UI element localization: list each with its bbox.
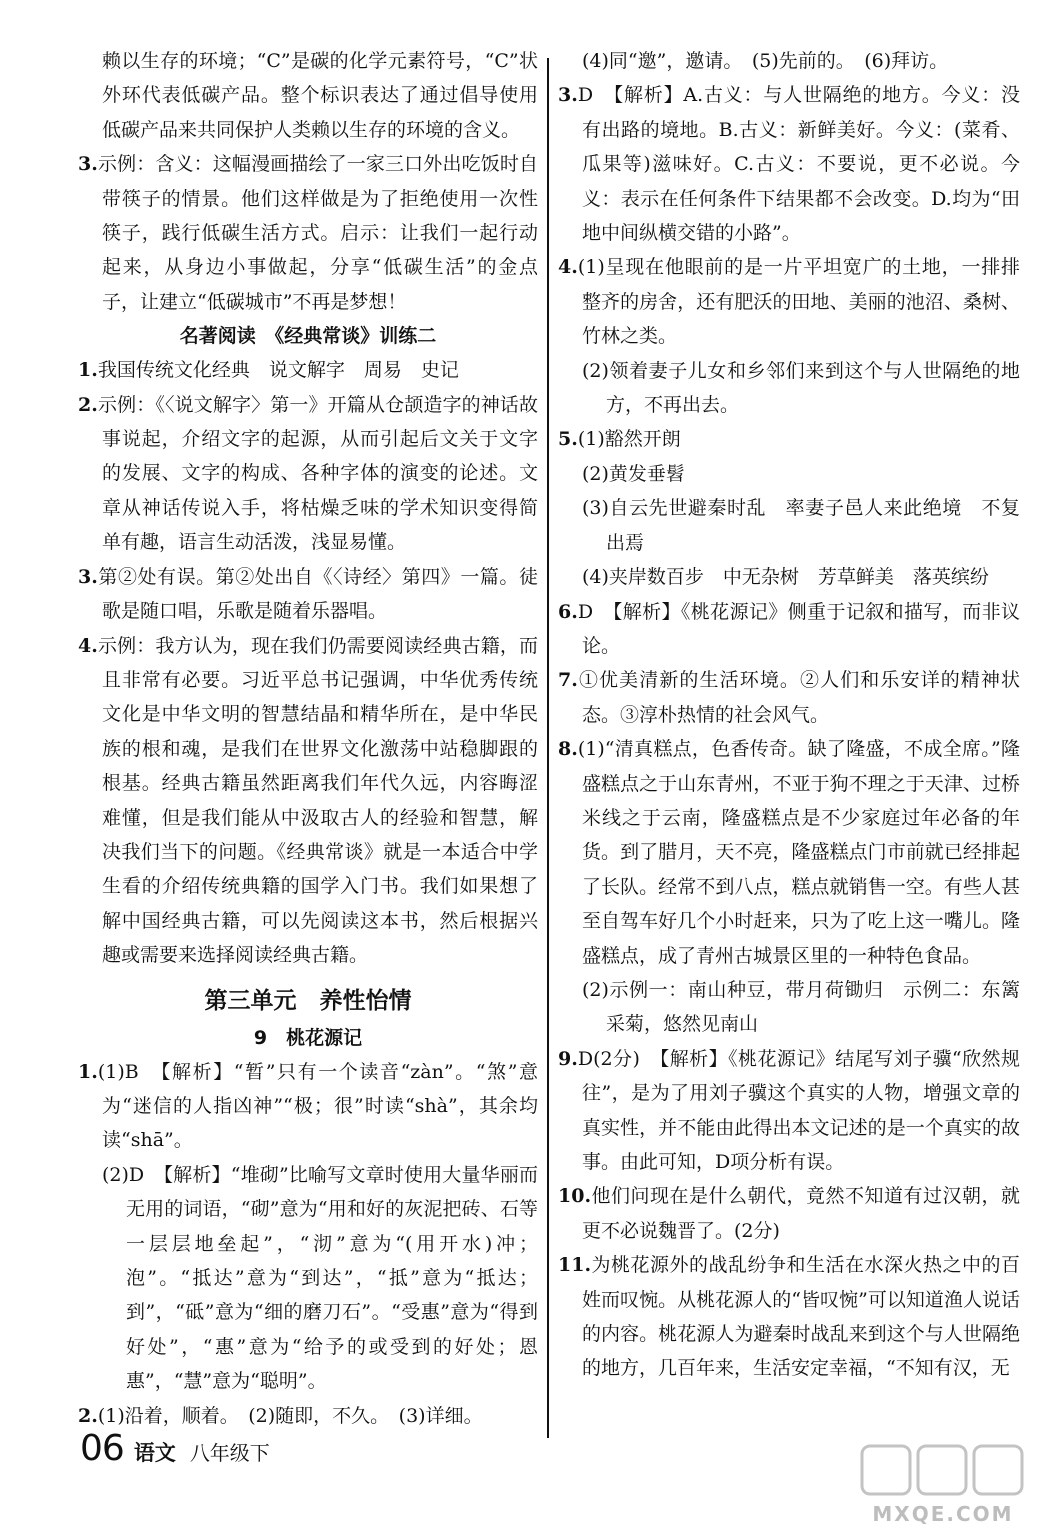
answer-text: D 【解析】A.古义：与人世隔绝的地方。今义：没有出路的境地。B.古义：新鲜美好。今义：(菜肴、瓜果等)滋味好。C.古义：不要说，更不必说。今义：表示在任何条件下结果都不会改变。D.均为“田地中间纵横交错的小路”。: [577, 84, 1020, 245]
page-footer: [80, 1428, 270, 1469]
answer-paragraph: [558, 1179, 1020, 1248]
answer-text: 示例：我方认为，现在我们仍需要阅读经典古籍，而且非常有必要。习近平总书记强调，中华优秀传统文化是中华文明的智慧结晶和精华所在，是中华民族的根和魂，是我们在世界文化激荡中站稳脚跟的根基。经典古籍虽然距离我们年代久远，内容晦涩难懂，但是我们能从中汲取古人的经验和智慧，解决我们当下的问题。《经典常谈》就是一本适合中学生看的介绍传统典籍的国学入门书。我们如果想了解中国经典古籍，可以先阅读这本书，然后根据兴趣或需要来选择阅读经典古籍。: [97, 634, 538, 967]
watermark-logo: [858, 1440, 1028, 1530]
question-number: 2.: [78, 1404, 98, 1427]
answer-paragraph: [558, 560, 1020, 594]
answer-paragraph: [558, 250, 1020, 353]
answer-paragraph: [558, 78, 1020, 250]
question-number: 4.: [78, 634, 98, 657]
question-number: 1.: [78, 1060, 98, 1083]
answer-text: ①优美清新的生活环境。②人们和乐安详的精神状态。③淳朴热情的社会风气。: [577, 669, 1020, 726]
left-column: [78, 44, 538, 1433]
answer-paragraph: [558, 973, 1020, 1042]
answer-text: (1)“清真糕点，色香传奇。缺了隆盛，不成全席。”隆盛糕点之于山东青州，不亚于狗不理之于天津、过桥米线之于云南，隆盛糕点是不少家庭过年必备的年货。到了腊月，天不亮，隆盛糕点门市前就已经排起了长队。经常不到八点，糕点就销售一空。有些人甚至自驾车好几个小时赶来，只为了吃上这一嘴儿。隆盛糕点，成了青州古城景区里的一种特色食品。: [577, 738, 1020, 967]
question-number: 5.: [558, 428, 578, 451]
answer-text: (1)呈现在他眼前的是一片平坦宽广的土地，一排排整齐的房舍，还有肥沃的田地、美丽的池沼、桑树、竹林之类。: [577, 256, 1020, 348]
answer-text: 示例：《〈说文解字〉第一》开篇从仓颉造字的神话故事说起，介绍文字的起源，从而引起后文关于文字的发展、文字的构成、各种字体的演变的论述。文章从神话传说入手，将枯燥乏味的学术知识变得简单有趣，语言生动活泼，浅显易懂。: [97, 393, 538, 554]
question-number: 6.: [558, 600, 578, 623]
grade-label: 八年级下: [189, 1441, 270, 1465]
answer-text: (3)自云先世避秦时乱 率妻子邑人来此绝境 不复出焉: [582, 497, 1020, 554]
question-number: 9.: [558, 1047, 578, 1070]
question-number: 4.: [558, 256, 578, 279]
answer-text: 第②处有误。第②处出自《〈诗经〉第四》一篇。徒歌是随口唱，乐歌是随着乐器唱。: [97, 565, 538, 623]
answer-text: (4)同“邀”，邀请。 (5)先前的。 (6)拜访。: [582, 50, 949, 72]
question-number: 3.: [78, 565, 98, 588]
answer-text: 赖以生存的环境；“C”是碳的化学元素符号，“C”状外环代表低碳产品。整个标识表达了通过倡导使用低碳产品来共同保护人类赖以生存的环境的含义。: [102, 50, 538, 141]
answer-paragraph: [558, 595, 1020, 664]
answer-text: (2)黄发垂髫: [582, 462, 685, 485]
answer-paragraph: [558, 354, 1020, 423]
answer-text: (1)豁然开朗: [577, 428, 681, 451]
answer-paragraph: [78, 629, 538, 973]
answer-text: 他们问现在是什么朝代，竟然不知道有过汉朝，就更不必说魏晋了。(2分): [582, 1185, 1020, 1242]
answer-text: D(2分) 【解析】《桃花源记》结尾写刘子骥“欣然规往”，是为了用刘子骥这个真实的人物，增强文章的真实性，并不能由此得出本文记述的是一个真实的故事。由此可知，D项分析有误。: [577, 1047, 1020, 1173]
answer-paragraph: [78, 560, 538, 629]
question-number: 8.: [558, 738, 578, 761]
subject-label: 语文: [133, 1441, 176, 1465]
watermark-icon: [858, 1440, 1028, 1500]
question-number: 11.: [558, 1254, 592, 1277]
answer-paragraph: [558, 1042, 1020, 1180]
page-number: 06: [80, 1428, 124, 1469]
section-heading: 9 桃花源记: [253, 1026, 363, 1049]
answer-text: D 【解析】《桃花源记》侧重于记叙和描写，而非议论。: [577, 600, 1020, 657]
answer-paragraph: [78, 147, 538, 319]
answer-text: (2)领着妻子儿女和乡邻们来到这个与人世隔绝的地方，不再出去。: [582, 359, 1020, 417]
right-column: [558, 44, 1020, 1386]
answer-paragraph: [558, 732, 1020, 973]
answer-text: 为桃花源外的战乱纷争和生活在水深火热之中的百姓而叹惋。从桃花源人的“皆叹惋”可以知道渔人说话的内容。桃花源人为避秦时战乱来到这个与人世隔绝的地方，几百年来，生活安定幸福，“不知有汉，无: [582, 1254, 1020, 1380]
answer-paragraph: [558, 491, 1020, 560]
answer-paragraph: [78, 353, 538, 387]
question-number: 3.: [78, 153, 98, 176]
column-divider: [547, 58, 549, 1438]
answer-paragraph: [78, 1158, 538, 1399]
answer-text: (2)D 【解析】“堆砌”比喻写文章时使用大量华丽而无用的词语，“砌”意为“用和好的灰泥把砖、石等一层层地垒起”，“沏”意为“(用开水)冲；泡”。“抵达”意为“到达”，“抵”意为“抵达；到”，“砥”意为“细的磨刀石”。“受惠”意为“得到好处”，“惠”意为“给予的或受到的好处；恩惠”，“慧”意为“聪明”。: [102, 1163, 538, 1393]
answer-text: (1)沿着，顺着。 (2)随即，不久。 (3)详细。: [97, 1404, 483, 1427]
answer-text: (2)示例一：南山种豆，带月荷锄归 示例二：东篱采菊，悠然见南山: [582, 978, 1020, 1036]
answer-paragraph: [78, 1055, 538, 1158]
section-heading: 第三单元 养性怡情: [204, 987, 412, 1014]
answer-paragraph: [558, 44, 1020, 78]
answer-paragraph: [558, 663, 1020, 732]
question-number: 2.: [78, 393, 98, 416]
answer-text: 示例：含义：这幅漫画描绘了一家三口外出吃饭时自带筷子的情景。他们这样做是为了拒绝使用一次性筷子，践行低碳生活方式。启示：让我们一起行动起来，从身边小事做起，分享“低碳生活”的金点子，让建立“低碳城市”不再是梦想！: [97, 153, 538, 313]
answer-paragraph: [558, 422, 1020, 456]
answer-paragraph: [558, 457, 1020, 491]
question-number: 1.: [78, 359, 98, 382]
answer-text: 我国传统文化经典 说文解字 周易 史记: [97, 359, 459, 382]
answer-paragraph: [78, 388, 538, 560]
question-number: 10.: [558, 1185, 592, 1208]
question-number: 7.: [558, 669, 578, 692]
answer-text: (4)夹岸数百步 中无杂树 芳草鲜美 落英缤纷: [582, 566, 989, 589]
section-heading: 名著阅读 《经典常谈》训练二: [179, 325, 437, 348]
watermark-text: MXQE.COM: [872, 1502, 1014, 1526]
answer-text: (1)B 【解析】“暂”只有一个读音“zàn”。“煞”意为“迷信的人指凶神”“极；很”时读“shà”，其余均读“shā”。: [97, 1060, 538, 1152]
question-number: 3.: [558, 84, 578, 107]
answer-paragraph: [558, 1248, 1020, 1386]
answer-paragraph: [78, 44, 538, 147]
